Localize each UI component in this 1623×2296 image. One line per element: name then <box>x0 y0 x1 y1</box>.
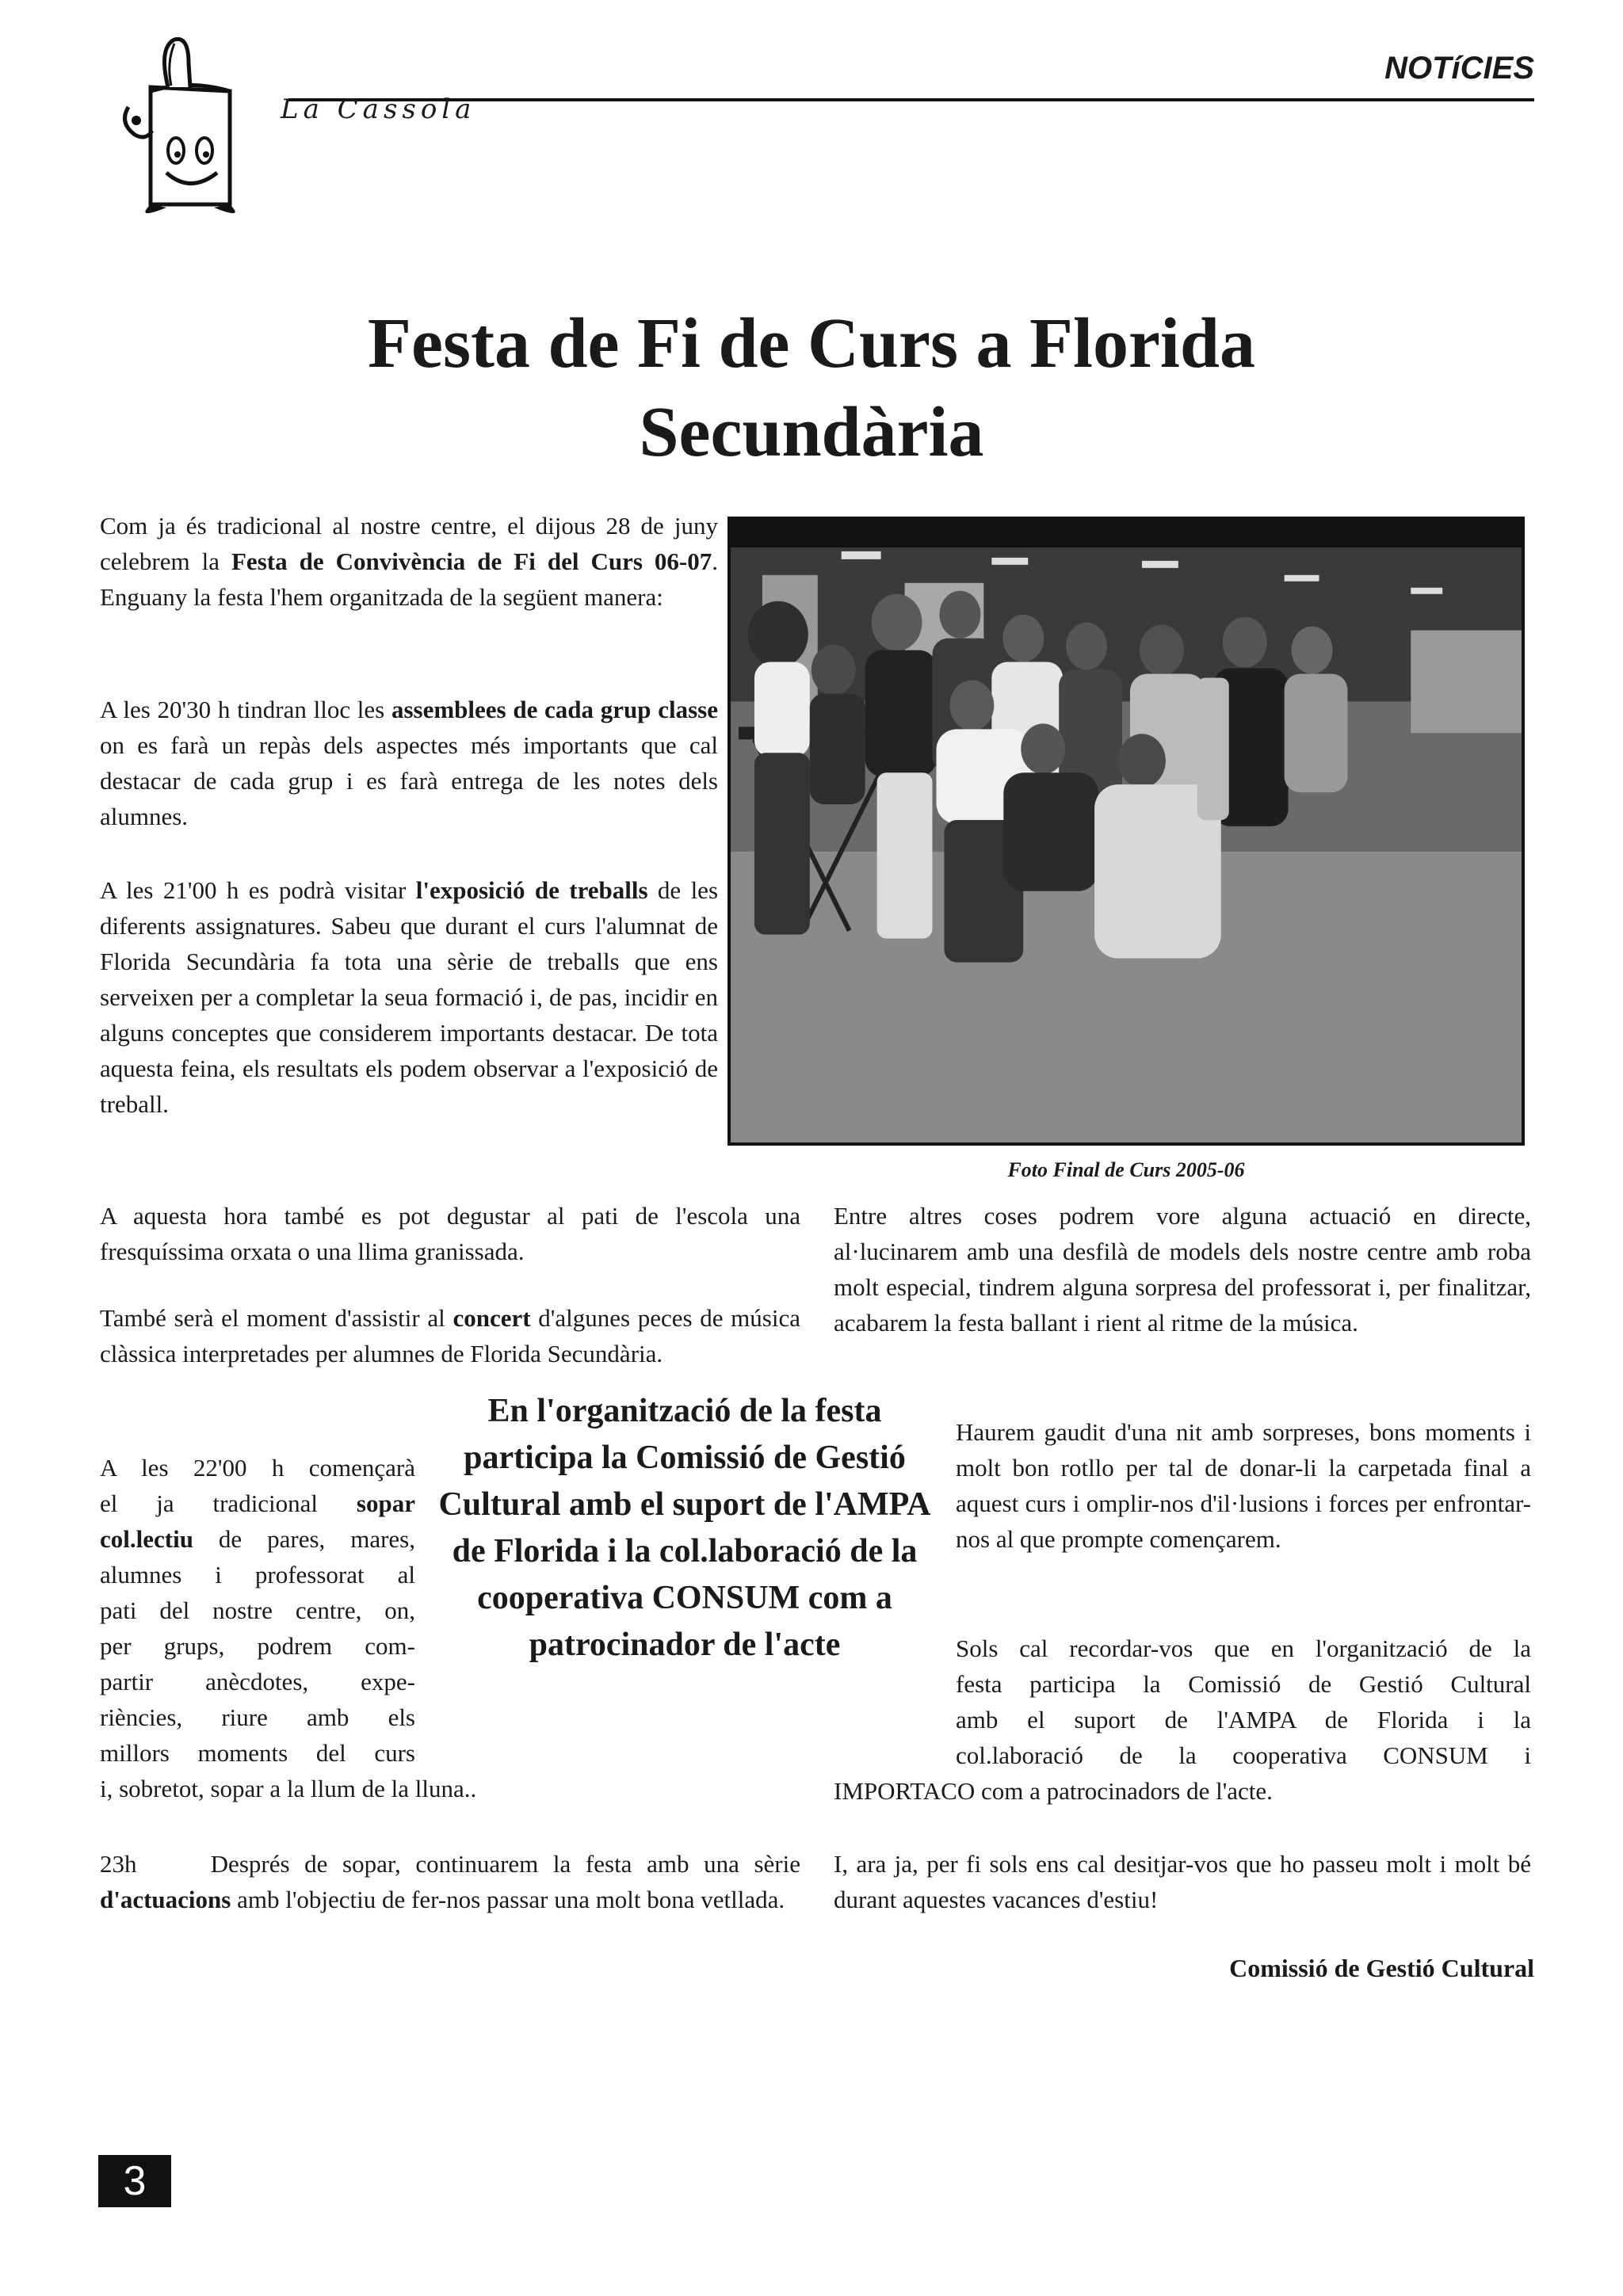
title-line-2: Secundària <box>639 393 984 471</box>
pull-quote: En l'organització de la festa participa la Comissió de Gestió Cultural amb el suport de l'AMPA de Florida i la col.laboració de la cooperativa CONSUM com a patrocinador de l'acte <box>438 1393 931 1663</box>
article-title <box>158 299 1465 477</box>
paragraph-summary: Haurem gaudit d'una nit amb sorpreses, bons moments i molt bon rotllo per tal de donar-li la carpetada final a aquest curs i omplir-nos d'il·lusions i forces per enfrontar-nos al que prompte començarem. <box>956 1418 1531 1553</box>
photo-caption: Foto Final de Curs 2005-06 <box>1007 1158 1245 1181</box>
group-photo <box>727 517 1525 1146</box>
paragraph-performances: 23h Després de sopar, continuarem la festa amb una sèrie d'actuacions amb l'objectiu de fer-nos passar una molt bona vetllada. <box>100 1850 807 1913</box>
title-line-1: Festa de Fi de Curs a Florida <box>368 304 1255 383</box>
paragraph-sponsors: Sols cal recordar-vos que en l'organització de la festa participa la Comissió de Gestió Cultural amb el suport de l'AMPA de Florida i la col.laboració de la cooperativa CONSUM i IMPORTACO com a patrocinadors de l'acte. <box>834 1634 1531 1805</box>
paragraph-intro: Com ja és tradicional al nostre centre, el dijous 28 de juny celebrem la Festa de Convivència de Fi del Curs 06-07. Enguany la festa l'hem organitzada de la següent manera: <box>100 512 718 611</box>
paragraph-horchata: A aquesta hora també es pot degustar al pati de l'escola una fresquíssima orxata o una llima granissada. <box>100 1202 800 1265</box>
paragraph-concert: També serà el moment d'assistir al concert d'algunes peces de música clàssica interpretades per alumnes de Florida Secundària. <box>100 1304 800 1367</box>
paragraph-exhibition: A les 21'00 h es podrà visitar l'exposició de treballs de les diferents assignatures. Sabeu que durant el curs l'alumnat de Florida Secundària fa tota una sèrie de treballs que ens serveixen per a completar la seua formació i, de pas, incidir en alguns conceptes que considerem importants destacar. De tota aquesta feina, els resultats els podem observar a l'exposició de treball. <box>100 876 719 1118</box>
paragraph-activities: Entre altres coses podrem vore alguna actuació en directe, al·lucinarem amb una desfilà de models dels nostre centre amb roba molt especial, tindrem alguna sorpresa del professorat i, per finalitzar, acabarem la festa ballant i rient al ritme de la música. <box>834 1202 1531 1337</box>
signature: Comissió de Gestió Cultural <box>1229 1954 1534 1982</box>
paragraph-farewell: I, ara ja, per fi sols ens cal desitjar-vos que ho passeu molt i molt bé durant aquestes vacances d'estiu! <box>834 1850 1531 1913</box>
cassola-mascot-logo <box>119 32 254 214</box>
publication-name: La Cassola <box>281 93 476 125</box>
section-label: NOTíCIES <box>1384 51 1534 86</box>
paragraph-assemblies: A les 20'30 h tindran lloc les assemblees de cada grup classe on es farà un repàs dels aspectes més importants que cal destacar de cada grup i es farà entrega de les notes dels alumnes. <box>100 696 718 830</box>
page-number: 3 <box>98 2155 171 2207</box>
paragraph-dinner: A les 22'00 h començarà el ja tradicional sopar col.lectiu de pares, mares, alumnes i professorat al pati del nostre centre, on, per grups, podrem com- partir anècdotes, expe- riències, riure amb els millors moments del curs i, sobretot, sopar a la llum de la lluna.. <box>100 1454 477 1802</box>
